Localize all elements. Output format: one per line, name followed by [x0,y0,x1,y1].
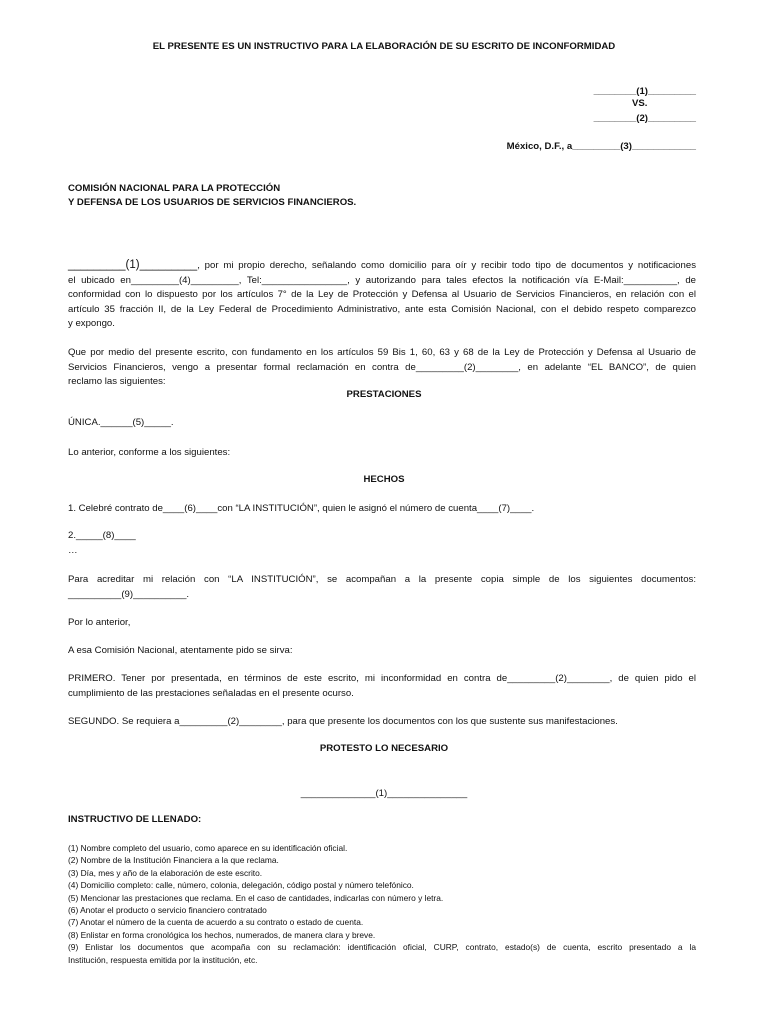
signature-line: ______________(1)_______________ [300,788,468,799]
intro-line-1 [68,258,696,274]
intro-line-3: conformidad con lo dispuesto por los artículos 7° de la Ley de Protección y Defensa al Usuario de Servicios Financieros, en relación con el [68,289,696,301]
instructivo-item: (7) Anotar el número de la cuenta de acuerdo a su contrato o estado de cuenta. [68,917,364,928]
hechos-heading: HECHOS [363,474,405,485]
instructivo-heading: INSTRUCTIVO DE LLENADO: [68,814,202,825]
segundo-text: SEGUNDO. Se requiera a_________(2)________, para que presente los documentos con los que sustente sus manifestaciones. [68,716,618,727]
instructivo-item: (3) Día, mes y año de la elaboración de este escrito. [68,867,263,878]
instructivo-item: (6) Anotar el producto o servicio financiero contratado [68,905,267,916]
party-1-line: ________(1)_________ [593,86,696,97]
por-lo-anterior: Por lo anterior, [68,617,131,628]
addressee-line-2: Y DEFENSA DE LOS USUARIOS DE SERVICIOS FINANCIEROS. [68,197,357,208]
claim-line-2: Servicios Financieros, vengo a presentar formal reclamación en contra de_________(2)________, en adelante “EL BANCO”, de quien [68,361,696,373]
protesto-heading: PROTESTO LO NECESARIO [319,743,449,754]
instructivo-item: (5) Mencionar las prestaciones que reclama. En el caso de cantidades, indicarlas con número y letra. [68,892,444,903]
prestacion-unica: ÚNICA.______(5)_____. [68,417,174,428]
instructivo-item-9-line-2: Institución, respuesta emitida por la institución, etc. [68,954,258,965]
acreditar-line-2: __________(9)__________. [68,588,190,600]
hecho-1: 1. Celebré contrato de____(6)____con “LA INSTITUCIÓN”, quien le asignó el número de cuenta____(7)____. [68,503,535,514]
conforme-text: Lo anterior, conforme a los siguientes: [68,447,231,458]
pido-text: A esa Comisión Nacional, atentamente pido se sirva: [68,645,293,656]
intro-line-5: y expongo. [68,318,115,330]
intro-line-4: artículo 35 fracción II, de la Ley Federal de Procedimiento Administrativo, ante esta Comisión Nacional, con el debido respeto comparezco [68,303,696,315]
date-line: México, D.F., a_________(3)____________ [506,141,696,152]
prestaciones-heading: PRESTACIONES [346,389,422,400]
acreditar-line-1: Para acreditar mi relación con “LA INSTITUCIÓN”, se acompañan a la presente copia simple de los siguientes documentos: [68,574,696,585]
intro-paragraph [68,258,696,332]
hecho-2: 2._____(8)____ [68,530,136,541]
instructivo-item: (2) Nombre de la Institución Financiera a la que reclama. [68,855,279,866]
addressee-line-1: COMISIÓN NACIONAL PARA LA PROTECCIÓN [68,183,281,194]
instructivo-item: (4) Domicilio completo: calle, número, colonia, delegación, código postal y número telefónico. [68,880,414,891]
primero-paragraph [68,672,696,701]
hechos-ellipsis: … [68,545,78,556]
instructivo-item-9-line-1: (9) Enlistar los documentos que acompaña con su reclamación: identificación oficial, CURP, contrato, estado(s) de cuenta, escrito presentado a la [68,942,696,953]
instructivo-item: (1) Nombre completo del usuario, como aparece en su identificación oficial. [68,843,348,853]
claim-paragraph [68,346,696,390]
claim-line-3: reclamo las siguientes: [68,376,166,388]
instructivo-item: (8) Enlistar en forma cronológica los hechos, numerados, de manera clara y breve. [68,929,376,940]
acreditar-paragraph [68,573,696,602]
intro-line-1-text: , por mi propio derecho, señalando como domicilio para oír y recibir todo tipo de documentos y notificaciones [197,260,696,271]
name-placeholder: _________(1)_________ [68,259,198,271]
primero-line-1: PRIMERO. Tener por presentada, en términos de este escrito, mi inconformidad en contra de_________(2)________, de quien pido el [68,673,696,684]
party-2-line: ________(2)_________ [593,113,696,124]
document-title: EL PRESENTE ES UN INSTRUCTIVO PARA LA ELABORACIÓN DE SU ESCRITO DE INCONFORMIDAD [152,41,616,52]
primero-line-2: cumplimiento de las prestaciones señaladas en el presente ocurso. [68,687,354,699]
intro-line-2: el ubicado en_________(4)_________, Tel:________________, y autorizando para tales efectos la notificación vía E-Mail:__________, de [68,274,696,286]
claim-line-1: Que por medio del presente escrito, con fundamento en los artículos 59 Bis 1, 60, 63 y 68 de la Ley de Protección y Defensa al Usuario de [68,347,696,358]
versus-label: VS. [632,98,648,109]
instructivo-list [68,842,696,966]
